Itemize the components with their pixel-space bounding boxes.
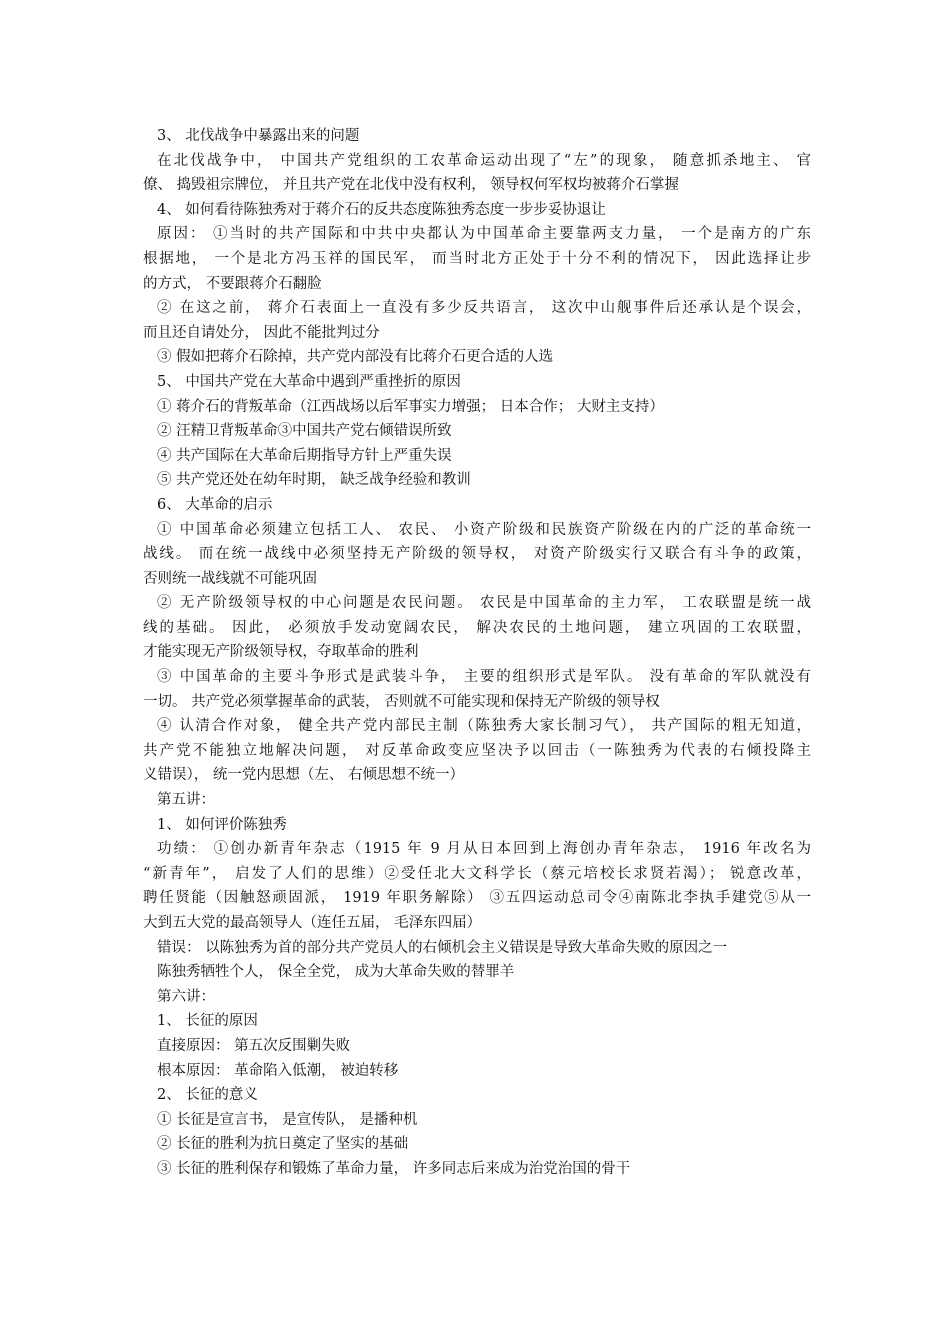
- text-line: ② 无产阶级领导权的中心问题是农民问题。 农民是中国革命的主力军， 工农联盟是统一战: [157, 595, 811, 612]
- text-line: ② 长征的胜利为抗日奠定了坚实的基础: [157, 1136, 409, 1153]
- text-line: ② 汪精卫背叛革命③中国共产党右倾错误所致: [157, 423, 452, 440]
- text-line: 战线。 而在统一战线中必须坚持无产阶级的领导权， 对资产阶级实行又联合有斗争的政策，: [143, 546, 811, 563]
- text-line: 1、 长征的原因: [157, 1013, 258, 1030]
- text-line: 5、 中国共产党在大革命中遇到严重挫折的原因: [157, 373, 461, 390]
- text-line: 在北伐战争中， 中国共产党组织的工农革命运动出现了“左”的现象， 随意抓杀地主、 官: [157, 152, 811, 169]
- text-line: 陈独秀牺牲个人， 保全全党， 成为大革命失败的替罪羊: [157, 964, 515, 981]
- text-line: 义错误）， 统一党内思想（左、 右倾思想不统一）: [143, 767, 464, 784]
- text-line: ③ 中国革命的主要斗争形式是武装斗争， 主要的组织形式是军队。 没有革命的军队就没有: [157, 669, 811, 686]
- text-line: “新青年”， 启发了人们的思维）②受任北大文科学长（蔡元培校长求贤若渴）； 锐意改革，: [143, 865, 811, 882]
- text-line: 的方式， 不要跟蒋介石翻脸: [143, 275, 322, 292]
- text-line: 第六讲：: [157, 988, 215, 1005]
- document-page: [143, 124, 811, 1182]
- text-line: 1、 如何评价陈独秀: [157, 816, 287, 833]
- text-line: 共产党不能独立地解决问题， 对反革命政变应坚决予以回击（一陈独秀为代表的右倾投降主: [143, 742, 811, 759]
- text-line: 直接原因： 第五次反围剿失败: [157, 1037, 351, 1054]
- text-line: 否则统一战线就不可能巩固: [143, 570, 317, 587]
- text-line: 原因： ①当时的共产国际和中共中央都认为中国革命主要靠两支力量， 一个是南方的广东: [157, 226, 811, 243]
- text-line: 6、 大革命的启示: [157, 496, 273, 513]
- text-line: 功绩： ①创办新青年杂志（1915 年 9 月从日本回到上海创办青年杂志， 1916 年改名为: [157, 841, 811, 858]
- text-line: 2、 长征的意义: [157, 1087, 258, 1104]
- text-line: ① 蒋介石的背叛革命（江西战场以后军事实力增强； 日本合作； 大财主支持）: [157, 398, 664, 415]
- text-line: 第五讲：: [157, 792, 215, 809]
- text-line: 根本原因： 革命陷入低潮， 被迫转移: [157, 1062, 399, 1079]
- text-line: 大到五大党的最高领导人（连任五届， 毛泽东四届）: [143, 915, 482, 931]
- text-line: 4、 如何看待陈独秀对于蒋介石的反共态度陈独秀态度一步步妥协退让: [157, 201, 606, 218]
- text-line: ② 在这之前， 蒋介石表面上一直没有多少反共语言， 这次中山舰事件后还承认是个误会，: [157, 300, 811, 317]
- text-line: 3、 北伐战争中暴露出来的问题: [157, 128, 360, 144]
- text-line: ⑤ 共产党还处在幼年时期， 缺乏战争经验和教训: [157, 472, 471, 489]
- text-line: ③ 假如把蒋介石除掉，共产党内部没有比蒋介石更合适的人选: [157, 349, 554, 366]
- text-line: 才能实现无产阶级领导权，夺取革命的胜利: [143, 644, 419, 661]
- text-line: ① 中国革命必须建立包括工人、 农民、 小资产阶级和民族资产阶级在内的广泛的革命统一: [157, 521, 811, 538]
- text-line: 而且还自请处分， 因此不能批判过分: [143, 324, 380, 341]
- text-line: ① 长征是宣言书， 是宣传队， 是播种机: [157, 1111, 418, 1128]
- text-line: 聘任贤能（因触怒顽固派， 1919 年职务解除） ③五四运动总司令④南陈北李执手建党⑤从一: [143, 890, 811, 907]
- text-line: 错误： 以陈独秀为首的部分共产党员人的右倾机会主义错误是导致大革命失败的原因之一: [157, 939, 728, 956]
- text-line: 僚、 捣毁祖宗牌位， 并且共产党在北伐中没有权利， 领导权何军权均被蒋介石掌握: [143, 177, 679, 194]
- text-line: ④ 认清合作对象， 健全共产党内部民主制（陈独秀大家长制习气）， 共产国际的粗无知道，: [157, 718, 811, 735]
- text-line: ③ 长征的胜利保存和锻炼了革命力量， 许多同志后来成为治党治国的骨干: [157, 1160, 631, 1177]
- text-line: 线的基础。 因此， 必须放手发动宽阔农民， 解决农民的土地问题， 建立巩固的工农联盟，: [143, 619, 811, 636]
- text-line: 一切。 共产党必须掌握革命的武装， 否则就不可能实现和保持无产阶级的领导权: [143, 693, 660, 710]
- text-line: 根据地， 一个是北方冯玉祥的国民军， 而当时北方正处于十分不利的情况下， 因此选择让步: [143, 250, 811, 267]
- text-line: ④ 共产国际在大革命后期指导方针上严重失误: [157, 447, 452, 464]
